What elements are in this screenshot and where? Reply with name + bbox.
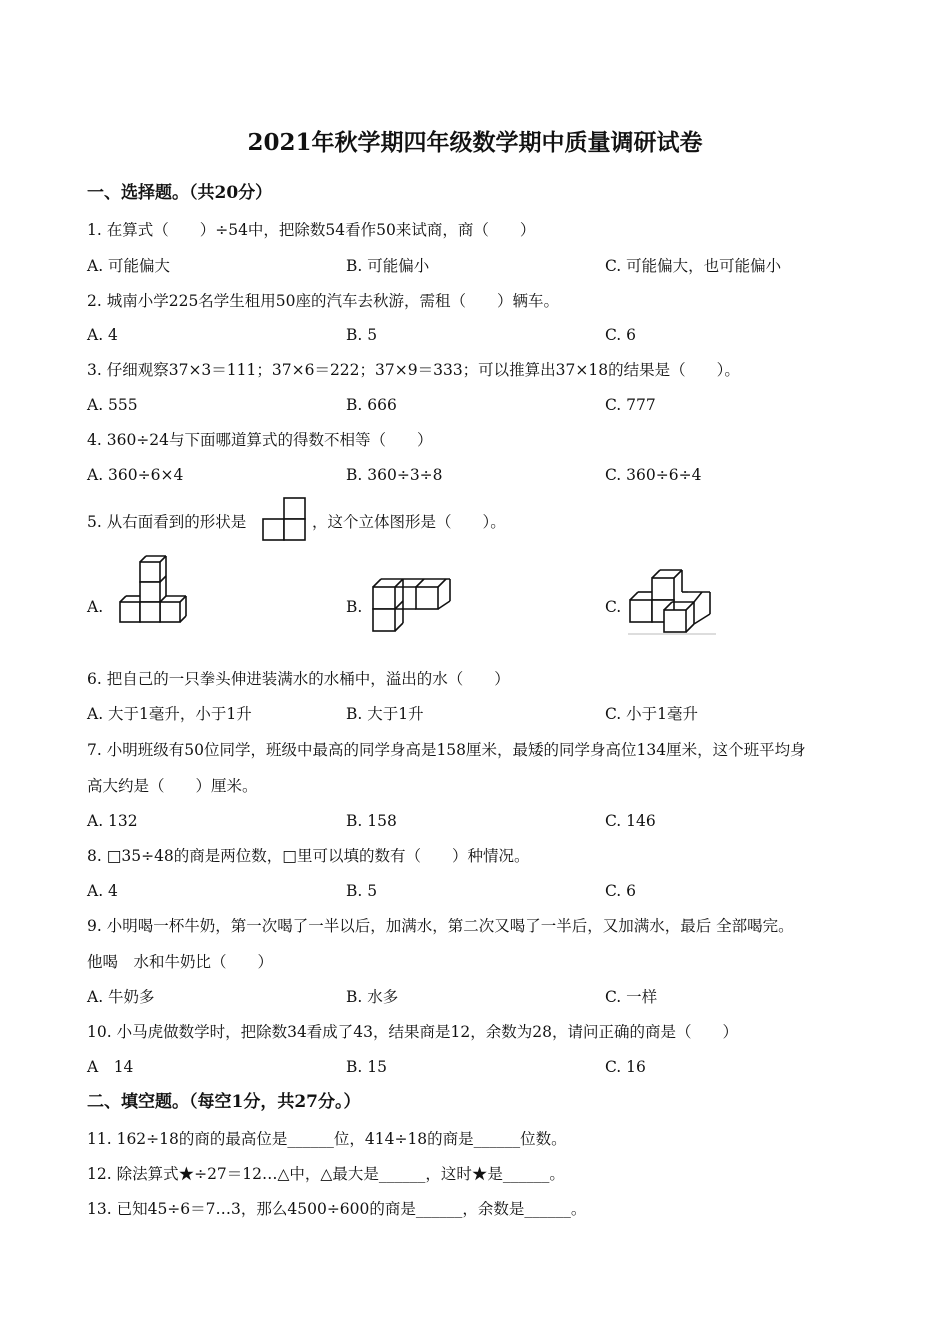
q6-option-a: A. 大于1毫升，小于1升 (87, 705, 252, 723)
q5-option-c: C. (605, 598, 622, 616)
question-10: 10. 小马虎做数学时，把除数34看成了43，结果商是12，余数为28，请问正确的商是（ ） (87, 1023, 738, 1041)
q6-option-b: B. 大于1升 (346, 705, 424, 723)
q2-option-c: C. 6 (605, 326, 637, 344)
question-8: 8. □35÷48的商是两位数，□里可以填的数有（ ）种情况。 (87, 847, 530, 865)
q7-option-a: A. 132 (87, 812, 138, 830)
question-11: 11. 162÷18的商的最高位是______位，414÷18的商是______位数。 (87, 1130, 567, 1148)
page-title: 2021年秋学期四年级数学期中质量调研试卷 (247, 129, 703, 156)
q8-option-a: A. 4 (87, 882, 118, 900)
q4-option-c: C. 360÷6÷4 (605, 466, 702, 484)
q1-option-b: B. 可能偏小 (346, 257, 430, 275)
q1-option-c: C. 可能偏大，也可能偏小 (605, 257, 782, 275)
question-3: 3. 仔细观察37×3＝111；37×6＝222；37×9＝333；可以推算出37×18的结果是（ ）。 (87, 361, 740, 379)
q3-option-b: B. 666 (346, 396, 397, 414)
cube-figure-b (370, 574, 456, 634)
q7-option-b: B. 158 (346, 812, 397, 830)
question-1: 1. 在算式（ ）÷54中，把除数54看作50来试商，商（ ） (87, 221, 536, 239)
q2-option-b: B. 5 (346, 326, 378, 344)
side-view-figure (262, 496, 308, 542)
q5-option-a: A. (87, 598, 104, 616)
question-6: 6. 把自己的一只拳头伸进装满水的水桶中，溢出的水（ ） (87, 670, 510, 688)
question-9-line-2: 他喝 水和牛奶比（ ） (87, 953, 274, 971)
q8-option-b: B. 5 (346, 882, 378, 900)
question-5-prefix: 5. 从右面看到的形状是 (87, 513, 247, 531)
section-heading-choice: 一、选择题。（共20分） (87, 183, 273, 203)
q8-option-c: C. 6 (605, 882, 637, 900)
cube-figure-a (112, 555, 194, 633)
question-12: 12. 除法算式★÷27＝12…△中，△最大是______，这时★是______。 (87, 1165, 565, 1183)
q6-option-c: C. 小于1毫升 (605, 705, 699, 723)
cube-figure-c (628, 566, 718, 636)
q3-option-c: C. 777 (605, 396, 656, 414)
q9-option-b: B. 水多 (346, 988, 399, 1006)
q10-option-c: C. 16 (605, 1058, 646, 1076)
question-5-suffix: ，这个立体图形是（ ）。 (312, 513, 506, 531)
q4-option-b: B. 360÷3÷8 (346, 466, 443, 484)
q9-option-a: A. 牛奶多 (87, 988, 155, 1006)
section-heading-fill: 二、填空题。（每空1分，共27分。） (87, 1092, 361, 1112)
q4-option-a: A. 360÷6×4 (87, 466, 184, 484)
q3-option-a: A. 555 (87, 396, 138, 414)
q7-option-c: C. 146 (605, 812, 656, 830)
question-9-line-1: 9. 小明喝一杯牛奶，第一次喝了一半以后，加满水，第二次又喝了一半后，又加满水，最后 全部喝完。 (87, 917, 794, 935)
q5-option-b: B. (346, 598, 363, 616)
q10-option-b: B. 15 (346, 1058, 387, 1076)
question-13: 13. 已知45÷6＝7…3，那么4500÷600的商是______，余数是______。 (87, 1200, 587, 1218)
q1-option-a: A. 可能偏大 (87, 257, 171, 275)
q2-option-a: A. 4 (87, 326, 118, 344)
question-7-line-1: 7. 小明班级有50位同学，班级中最高的同学身高是158厘米，最矮的同学身高位134厘米，这个班平均身 (87, 741, 806, 759)
question-7-line-2: 高大约是（ ）厘米。 (87, 777, 258, 795)
q9-option-c: C. 一样 (605, 988, 658, 1006)
q10-option-a: A 14 (87, 1058, 134, 1076)
question-4: 4. 360÷24与下面哪道算式的得数不相等（ ） (87, 431, 433, 449)
question-2: 2. 城南小学225名学生租用50座的汽车去秋游，需租（ ）辆车。 (87, 292, 560, 310)
